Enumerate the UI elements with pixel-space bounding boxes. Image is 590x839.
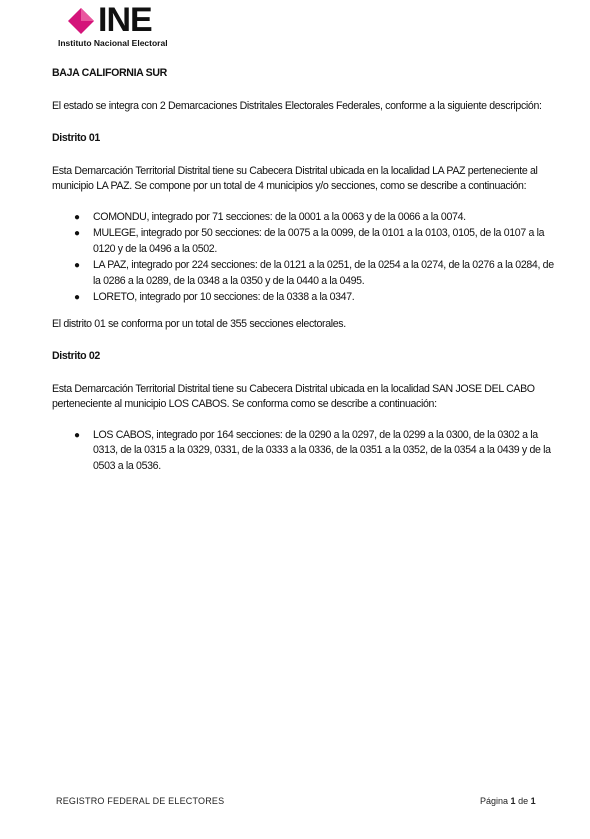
district-02-title: Distrito 02	[52, 350, 100, 362]
logo-subtitle: Instituto Nacional Electoral	[58, 38, 168, 48]
footer-organization: REGISTRO FEDERAL DE ELECTORES	[56, 796, 225, 806]
district-01-list	[52, 210, 560, 306]
list-item: ● LORETO, integrado por 10 secciones: de la 0338 a la 0347.	[74, 291, 355, 303]
list-item: ● LOS CABOS, integrado por 164 secciones: de la 0290 a la 0297, de la 0299 a la 0300, de la 0302 a la 0313, de la 0315 a la 0329, 0331, de la 0333 a la 0336, de la 0351 a la 0352, de la 0354 a la 0439 y de la 0503 a la 0536.	[74, 428, 551, 472]
district-01-description: Esta Demarcación Territorial Distrital tiene su Cabecera Distrital ubicada en la localidad LA PAZ perteneciente al municipio LA PAZ. Se compone por un total de 4 municipios y/o secciones, como se describe a continuación:	[52, 164, 538, 192]
footer-page-number: Página 1 de 1	[480, 796, 536, 806]
state-title: BAJA CALIFORNIA SUR	[52, 67, 167, 79]
district-01-total: El distrito 01 se conforma por un total de 355 secciones electorales.	[52, 317, 346, 330]
list-item: ● COMONDU, integrado por 71 secciones: de la 0001 a la 0063 y de la 0066 a la 0074.	[74, 210, 466, 223]
list-item: ● LA PAZ, integrado por 224 secciones: de la 0121 a la 0251, de la 0254 a la 0274, de la 0276 a la 0284, de la 0286 a la 0289, de la 0348 a la 0350 y de la 0440 a la 0495.	[74, 259, 554, 287]
intro-paragraph: El estado se integra con 2 Demarcaciones Distritales Electorales Federales, conforme a la siguiente descripción:	[52, 99, 542, 112]
district-02-description: Esta Demarcación Territorial Distrital tiene su Cabecera Distrital ubicada en la localidad SAN JOSE DEL CABO perteneciente al municipio LOS CABOS. Se conforma como se describe a continuación:	[52, 382, 535, 410]
document-body	[52, 66, 560, 475]
district-02-list	[52, 428, 560, 475]
district-01-title: Distrito 01	[52, 132, 100, 144]
ine-logo	[58, 1, 198, 48]
list-item: ● MULEGE, integrado por 50 secciones: de la 0075 a la 0099, de la 0101 a la 0103, 0105, de la 0107 a la 0120 y de la 0496 a la 0502.	[74, 227, 545, 255]
logo-brand-text: INE	[98, 1, 152, 39]
